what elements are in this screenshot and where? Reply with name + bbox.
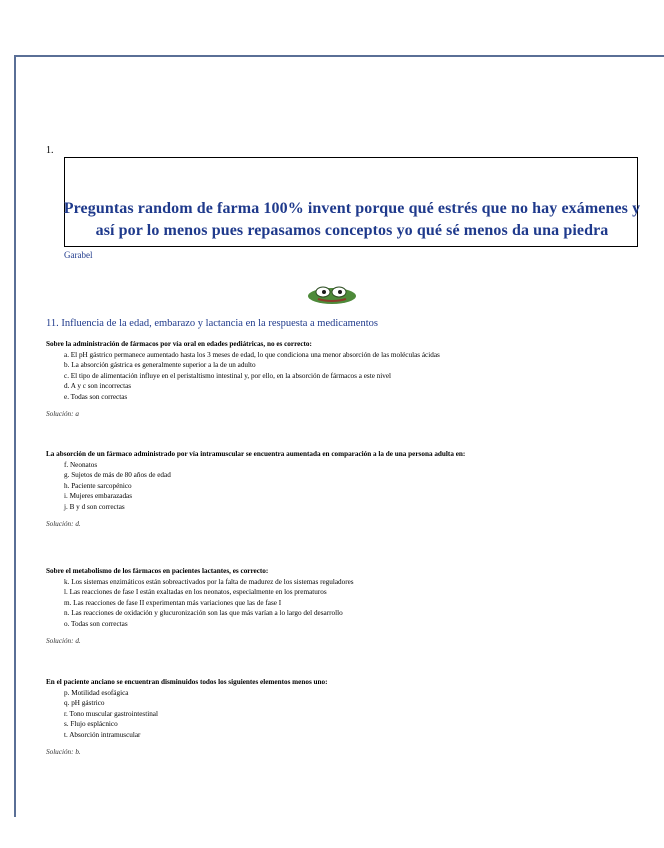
question-block: [46, 449, 626, 530]
option-item: r. Tono muscular gastrointestinal: [64, 709, 158, 718]
option-list: [46, 350, 626, 403]
option-item: g. Sujetos de más de 80 años de edad: [64, 471, 171, 479]
option-item: d. A y c son incorrectas: [64, 382, 132, 390]
solution-text: Solución: d.: [46, 637, 81, 645]
option-item: l. Las reacciones de fase I están exaltadas en los neonatos, especialmente en los prematuros: [64, 588, 327, 596]
option-item: t. Absorción intramuscular: [64, 730, 141, 739]
pepe-frog-icon: [306, 284, 358, 309]
option-item: s. Flujo esplácnico: [64, 720, 118, 728]
option-item: q. pH gástrico: [64, 699, 105, 707]
solution-text: Solución: a: [46, 410, 79, 418]
option-item: k. Los sistemas enzimáticos están sobreactivados por la falta de madurez de los sistemas reguladores: [64, 577, 354, 586]
question-stem: Sobre la administración de fármacos por vía oral en edades pediátricas, no es correcto:: [46, 340, 312, 348]
question-stem: Sobre el metabolismo de los fármacos en pacientes lactantes, es correcto:: [46, 567, 269, 575]
question-block: [46, 677, 626, 758]
document-title: Preguntas random de farma 100% invent porque qué estrés que no hay exámenes y así por lo menos pues repasamos conceptos yo qué sé menos da una piedra: [63, 200, 641, 239]
section-heading: 11. Influencia de la edad, embarazo y lactancia en la respuesta a medicamentos: [46, 318, 378, 329]
option-item: b. La absorción gástrica es generalmente superior a la de un adulto: [64, 361, 256, 369]
option-item: c. El tipo de alimentación influye en el peristaltismo intestinal y, por ello, en la absorción de fármacos a este nivel: [64, 371, 392, 380]
option-item: n. Las reacciones de oxidación y glucuronización son las que más varían a lo largo del desarrollo: [64, 609, 343, 617]
option-item: e. Todas son correctas: [64, 392, 128, 401]
question-stem: La absorción de un fármaco administrado por vía intramuscular se encuentra aumentada en comparación a la de una persona adulta en:: [46, 450, 466, 458]
option-list: [46, 577, 626, 630]
option-item: o. Todas son correctas: [64, 619, 128, 628]
option-list: [46, 688, 626, 741]
list-number: 1.: [46, 145, 54, 156]
solution-text: Solución: b.: [46, 748, 81, 756]
author-name: Garabel: [64, 250, 93, 260]
solution-text: Solución: d.: [46, 520, 81, 528]
option-item: a. El pH gástrico permanece aumentado hasta los 3 meses de edad, lo que condiciona una menor absorción de las moléculas ácidas: [64, 350, 440, 359]
question-block: [46, 566, 626, 647]
question-stem: En el paciente anciano se encuentran disminuidos todos los siguientes elementos menos uno:: [46, 678, 328, 686]
option-item: j. B y d son correctas: [64, 502, 125, 511]
question-block: [46, 339, 626, 420]
option-item: h. Paciente sarcopénico: [64, 481, 132, 490]
option-item: i. Mujeres embarazadas: [64, 492, 133, 500]
option-list: [46, 460, 626, 513]
option-item: p. Motilidad esofágica: [64, 688, 129, 697]
option-item: m. Las reacciones de fase II experimentan más variaciones que las de fase I: [64, 598, 282, 607]
option-item: f. Neonatos: [64, 460, 98, 469]
